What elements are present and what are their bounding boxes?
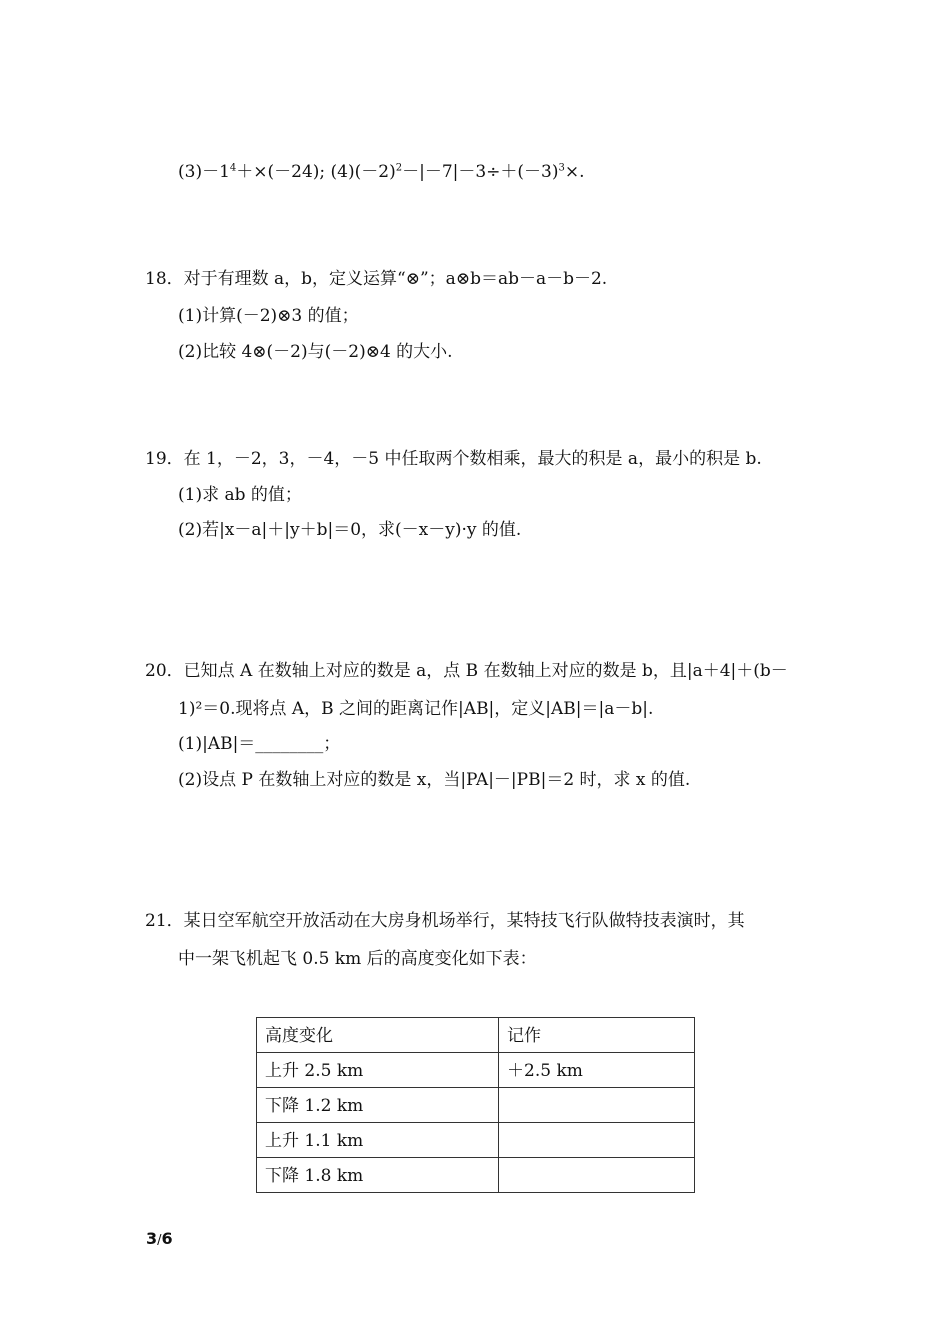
table-cell xyxy=(499,1088,695,1123)
table-row xyxy=(257,1053,695,1088)
table-header-cell: 高度变化 xyxy=(257,1018,499,1053)
table-cell: ＋2.5 km xyxy=(499,1053,695,1088)
q18-part1: (1)计算(－2)⊗3 的值； xyxy=(178,306,359,326)
q20-part1: (1)|AB|＝________； xyxy=(178,734,341,754)
table-header-row xyxy=(257,1018,695,1053)
table-row xyxy=(257,1123,695,1158)
q21-stem-line2: 中一架飞机起飞 0.5 km 后的高度变化如下表： xyxy=(178,949,537,969)
q17-part-3-4: $(3)-1^4+\times(-24)$; $(4)(-2)^2-|-7|-3\div+(-3)^3\times$. xyxy=(178,162,585,182)
q19-part2: (2)若|x－a|＋|y＋b|＝0，求(－x－y)·y 的值. xyxy=(178,520,522,540)
q18-number: 18． xyxy=(145,269,184,289)
table-cell: 下降 1.2 km xyxy=(257,1088,499,1123)
q20-stem-line1: 20．已知点 A 在数轴上对应的数是 a，点 B 在数轴上对应的数是 b，且|a＋4|＋(b－ xyxy=(145,661,788,681)
q20-stem-line2: 1)²＝0.现将点 A，B 之间的距离记作|AB|，定义|AB|＝|a－b|. xyxy=(178,699,654,719)
table-row xyxy=(257,1088,695,1123)
q19-stem: 19．在 1，－2，3，－4，－5 中任取两个数相乘，最大的积是 a，最小的积是 b. xyxy=(145,449,762,469)
q19-number: 19． xyxy=(145,449,184,469)
q18-stem: 18．对于有理数 a，b，定义运算“⊗”；a⊗b＝ab－a－b－2. xyxy=(145,269,608,289)
q20-number: 20． xyxy=(145,661,184,681)
table-cell: 下降 1.8 km xyxy=(257,1158,499,1193)
q19-part1: (1)求 ab 的值； xyxy=(178,485,302,505)
table-row xyxy=(257,1158,695,1193)
q21-number: 21． xyxy=(145,911,184,931)
q18-part2: (2)比较 4⊗(－2)与(－2)⊗4 的大小. xyxy=(178,342,453,362)
q20-part2: (2)设点 P 在数轴上对应的数是 x，当|PA|－|PB|＝2 时，求 x 的值. xyxy=(178,770,691,790)
table-cell: 上升 2.5 km xyxy=(257,1053,499,1088)
q21-stem-line1: 21．某日空军航空开放活动在大房身机场举行，某特技飞行队做特技表演时，其 xyxy=(145,911,745,931)
page-number: 3/6 xyxy=(146,1229,173,1248)
table-header-cell: 记作 xyxy=(499,1018,695,1053)
table-cell xyxy=(499,1158,695,1193)
altitude-table xyxy=(256,1017,695,1193)
table-cell xyxy=(499,1123,695,1158)
table-cell: 上升 1.1 km xyxy=(257,1123,499,1158)
